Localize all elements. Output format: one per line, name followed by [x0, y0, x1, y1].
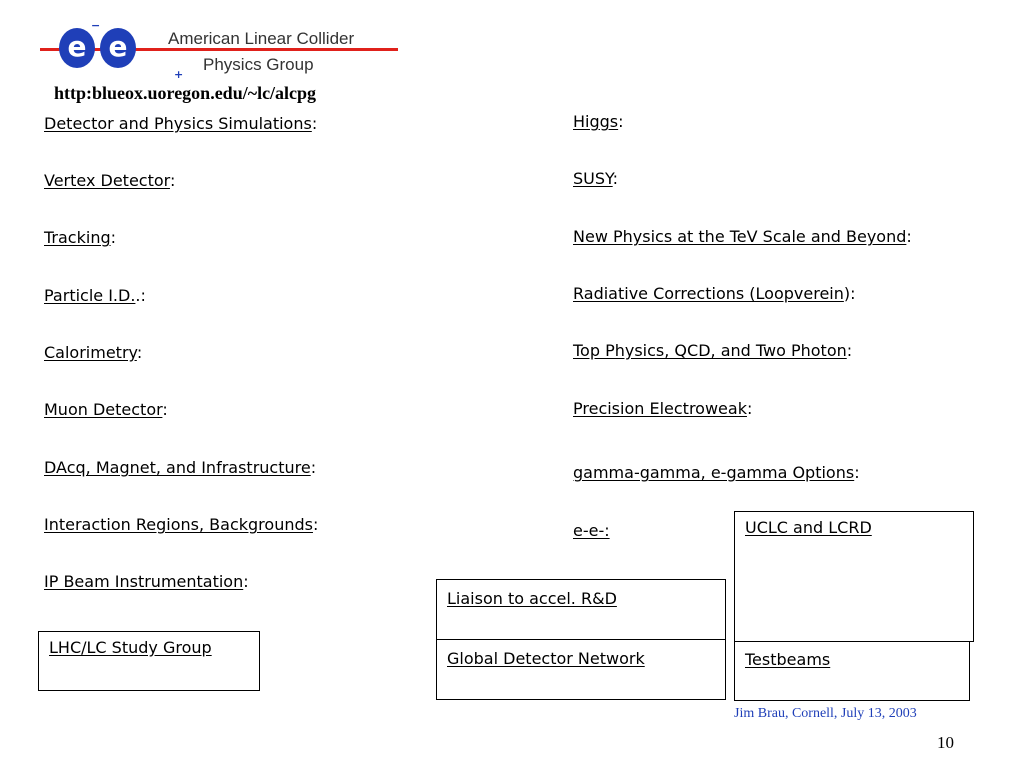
website-url[interactable]: http:blueox.uoregon.edu/~lc/alcpg — [54, 83, 317, 103]
topic-suffix: : — [136, 343, 143, 362]
topic-suffix: : — [612, 169, 619, 188]
topic-calorimetry[interactable] — [44, 343, 142, 363]
topic-suffix: : — [854, 463, 860, 482]
topic-link[interactable]: IP Beam Instrumentation — [44, 572, 244, 591]
global-detector-network-link[interactable]: Global Detector Network — [447, 649, 645, 668]
slide-number: 10 — [937, 733, 954, 752]
electron-letter: e — [67, 30, 87, 63]
author-credit: Jim Brau, Cornell, July 13, 2003 — [734, 706, 917, 721]
alcpg-logo — [40, 19, 400, 81]
topic-link[interactable]: Muon Detector — [44, 400, 163, 419]
topic-suffix: : — [162, 400, 168, 419]
topic-link[interactable]: Radiative Corrections (Loopverein — [573, 284, 844, 303]
topic-radiative-corrections[interactable] — [573, 284, 856, 304]
electron-icon — [59, 19, 101, 68]
topic-suffix: : — [846, 341, 853, 360]
uclc-lcrd-link[interactable]: UCLC and LCRD — [745, 518, 872, 537]
topic-suffix: : — [110, 228, 116, 247]
topic-e-minus-e-minus[interactable] — [573, 521, 610, 541]
topic-interaction-regions[interactable] — [44, 515, 318, 535]
topic-suffix: : — [311, 114, 318, 133]
box-lhc-lc-study-group — [38, 631, 260, 691]
topic-suffix: : — [169, 171, 176, 190]
topic-link[interactable]: SUSY — [573, 169, 613, 188]
lhc-lc-study-group-link[interactable]: LHC/LC Study Group — [49, 638, 212, 657]
org-title: American Linear Collider — [168, 29, 355, 48]
topic-vertex-detector[interactable] — [44, 171, 175, 191]
topic-link[interactable]: Tracking — [44, 228, 111, 247]
box-global-detector-network — [436, 639, 726, 700]
topic-link[interactable]: gamma-gamma, e-gamma Options — [573, 463, 855, 482]
topic-link[interactable]: Precision Electroweak — [573, 399, 747, 418]
topic-link[interactable]: Detector and Physics Simulations — [44, 114, 312, 133]
topic-link[interactable]: Higgs — [573, 112, 619, 131]
topic-suffix: : — [618, 112, 624, 131]
topic-link[interactable]: Particle I.D. — [44, 286, 136, 305]
topic-top-qcd-two-photon[interactable] — [573, 341, 852, 361]
topic-suffix: .: — [135, 286, 146, 305]
topic-dacq-magnet-infrastructure[interactable] — [44, 458, 316, 478]
plus-sign: + — [174, 68, 184, 81]
minus-sign: − — [91, 19, 101, 32]
topic-suffix: ): — [843, 284, 856, 303]
topic-gamma-gamma-options[interactable] — [573, 463, 860, 483]
org-subtitle: Physics Group — [203, 55, 314, 74]
positron-icon — [100, 28, 184, 81]
topic-suffix: : — [906, 227, 912, 246]
topic-new-physics-tev[interactable] — [573, 227, 912, 247]
topic-link[interactable]: New Physics at the TeV Scale and Beyond — [573, 227, 907, 246]
topic-suffix: : — [243, 572, 249, 591]
topic-susy[interactable] — [573, 169, 618, 189]
topic-link[interactable]: Vertex Detector — [44, 171, 170, 190]
topic-higgs[interactable] — [573, 112, 624, 132]
positron-letter: e — [108, 30, 128, 63]
topic-suffix: : — [312, 515, 319, 534]
topic-precision-electroweak[interactable] — [573, 399, 752, 419]
topic-particle-id[interactable] — [44, 286, 146, 306]
topic-detector-physics-simulations[interactable] — [44, 114, 317, 134]
topic-ip-beam-instrumentation[interactable] — [44, 572, 249, 592]
topic-suffix: : — [746, 399, 753, 418]
box-testbeams — [734, 641, 970, 701]
topic-link[interactable]: e-e-: — [573, 521, 610, 540]
box-liaison-accel-rd — [436, 579, 726, 640]
box-uclc-lcrd — [734, 511, 974, 642]
topic-tracking[interactable] — [44, 228, 116, 248]
testbeams-link[interactable]: Testbeams — [745, 650, 831, 669]
topic-suffix: : — [310, 458, 317, 477]
topic-link[interactable]: DAcq, Magnet, and Infrastructure — [44, 458, 311, 477]
liaison-accel-rd-link[interactable]: Liaison to accel. R&D — [447, 589, 617, 608]
topic-link[interactable]: Top Physics, QCD, and Two Photon — [573, 341, 847, 360]
topic-muon-detector[interactable] — [44, 400, 168, 420]
topic-link[interactable]: Interaction Regions, Backgrounds — [44, 515, 313, 534]
topic-link[interactable]: Calorimetry — [44, 343, 137, 362]
